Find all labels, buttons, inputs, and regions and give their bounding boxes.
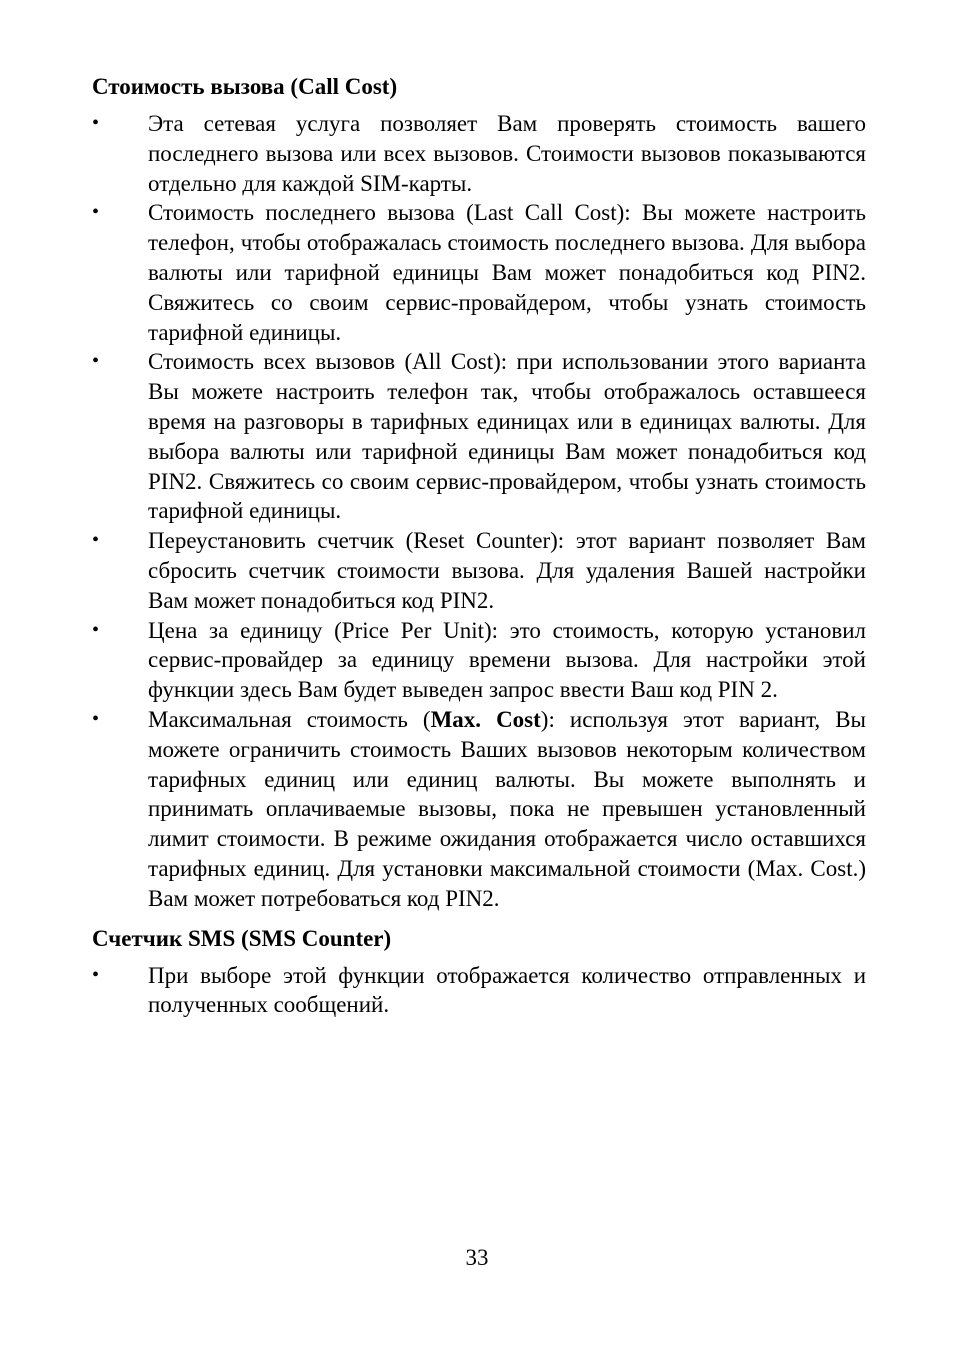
document-page [92, 72, 866, 1020]
list-item-text-strong: Max. Cost [430, 706, 541, 732]
list-item-text: Переустановить счетчик (Reset Counter): этот вариант позволяет Вам сбросить счетчик стоимости вызова. Для удаления Вашей настройки Вам может понадобиться код PIN2. [148, 528, 866, 613]
bullet-icon: • [92, 350, 100, 373]
list-item [92, 705, 866, 914]
list-item-text: Цена за единицу (Price Per Unit): это стоимость, которую установил сервис-провайдер за единицу времени вызова. Для настройки этой функции здесь Вам будет выведен запрос ввести Ваш код PIN 2. [148, 617, 866, 703]
list-item-text: Стоимость последнего вызова (Last Call Cost): Вы можете настроить телефон, чтобы отображалась стоимость последнего вызова. Для выбора валюты или тарифной единицы Вам может понадобиться код PIN2. Свяжитесь со своим сервис-провайдером, чтобы узнать стоимость тарифной единицы. [148, 200, 866, 345]
section-heading-call-cost: Стоимость вызова (Call Cost) [92, 74, 398, 99]
bullet-icon: • [92, 112, 100, 134]
list-item-text-before: Максимальная стоимость ( [148, 706, 431, 732]
section-heading-sms-counter: Счетчик SMS (SMS Counter) [92, 925, 392, 951]
list-item [92, 961, 866, 1021]
bullet-icon: • [92, 529, 100, 552]
list-item [92, 616, 866, 705]
list-item-text: Эта сетевая услуга позволяет Вам проверять стоимость вашего последнего вызова или всех вызовов. Стоимости вызовов показываются отдельно для каждой SIM-карты. [148, 111, 866, 196]
bullet-icon: • [92, 618, 100, 641]
page-number: 33 [465, 1245, 489, 1270]
bullet-icon: • [92, 963, 100, 986]
call-cost-bullet-list [92, 109, 866, 914]
list-item [92, 109, 866, 198]
bullet-icon: • [92, 201, 100, 224]
list-item [92, 347, 866, 526]
sms-counter-bullet-list [92, 961, 866, 1021]
list-item-text: Стоимость всех вызовов (All Cost): при использовании этого варианта Вы можете настроить телефон так, чтобы отображалось оставшееся время на разговоры в тарифных единицах или в единицах валюты. Для выбора валюты или тарифной единицы Вам может понадобиться код PIN2. Свяжитесь со своим сервис-провайдером, чтобы узнать стоимость тарифной единицы. [148, 349, 866, 524]
list-item-text: При выборе этой функции отображается количество отправленных и полученных сообщений. [148, 962, 866, 1018]
list-item-text-after: ): используя этот вариант, Вы можете ограничить стоимость Ваших вызовов некоторым количеством тарифных единиц или единиц валюты. Вы можете выполнять и принимать оплачиваемые вызовы, пока не превышен установленный лимит стоимости. В режиме ожидания отображается число оставшихся тарифных единиц. Для установки максимальной стоимости (Max. Cost.) Вам может потребоваться код PIN2. [148, 706, 866, 911]
list-item [92, 526, 866, 615]
list-item [92, 198, 866, 347]
bullet-icon: • [92, 707, 100, 730]
